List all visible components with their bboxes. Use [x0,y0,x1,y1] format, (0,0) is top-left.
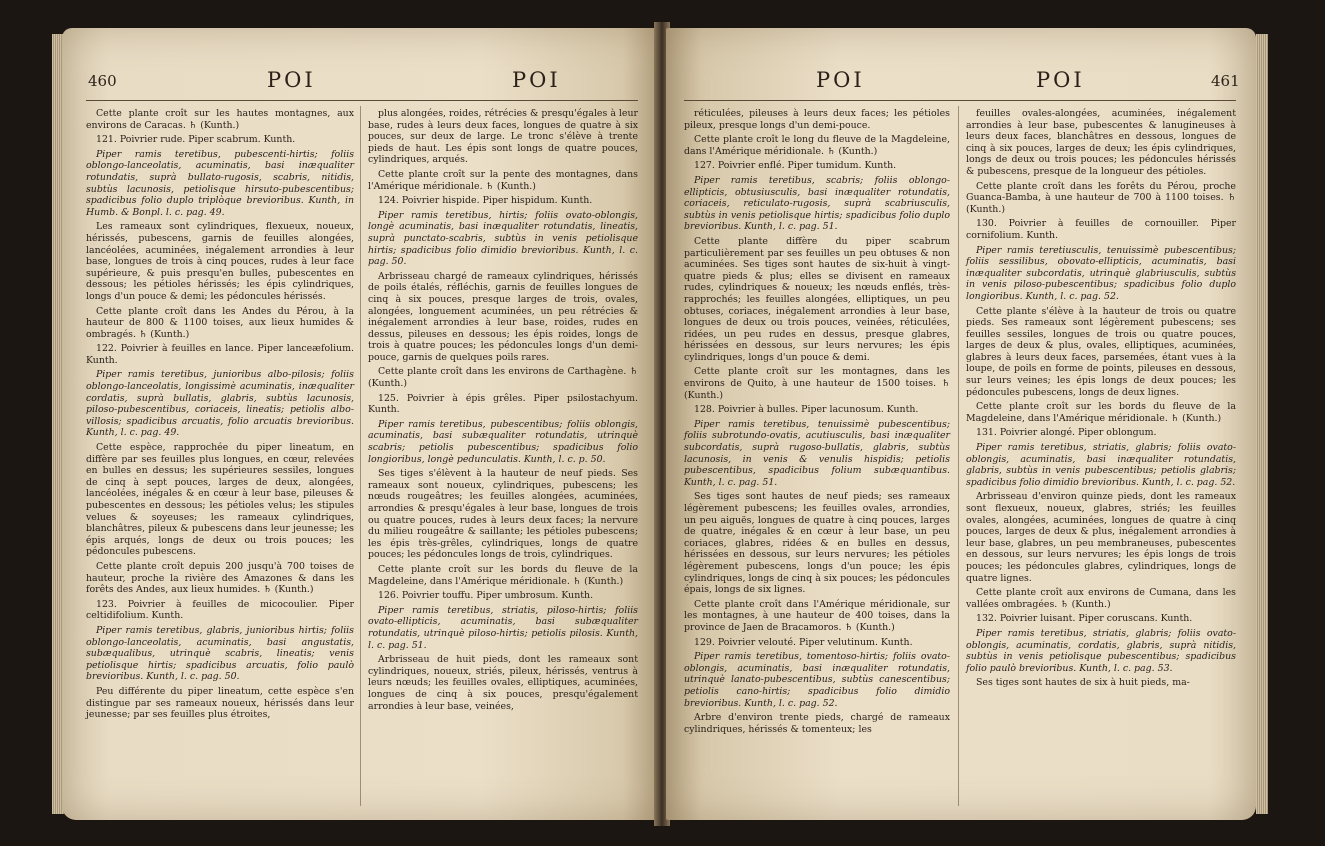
paragraph: Arbre d'environ trente pieds, chargé de rameaux cylindriques, hérissés & tomenteux; les [684,712,950,735]
paragraph: Cette plante croît sur les bords du fleuve de la Magdeleine, dans l'Amérique méridionale. ♄ (Kunth.) [368,563,638,587]
paragraph: Cette espèce, rapprochée du piper lineatum, en diffère par ses feuilles plus longues, en cœur, relevées en bulles en dessus; les supérieures sessiles, longues de cinq à sept pouces, larges de deux, alongées, lancéolées, inégales & en cœur à leur base, pileuses & pubescentes en dessous; les pétioles velus; les stipules velues & soyeuses; les rameaux cylindriques, blanchâtres, pileux & pubescens dans leur jeunesse; les épis arqués, longs de deux ou trois pouces; les pédoncules pubescens. [86,442,354,558]
latin-diagnosis: Piper ramis teretibus, tomentoso-hirtis; foliis ovato-oblongis, acuminatis, basi inæqualiter rotundatis, utrinquè lanato-pubescentibus, subtùs canescentibus; petiolis cano-hirtis; spadicibus folio dimidio brevioribus. Kunth, l. c. pag. 52. [684,651,950,709]
running-header-left: POI [267,68,316,92]
paragraph: Cette plante croît depuis 200 jusqu'à 700 toises de hauteur, proche la rivière des Amazones & dans les forêts des Andes, aux lieux humides. ♄ (Kunth.) [86,560,354,596]
running-header-right: POI [1036,68,1085,92]
entry-heading: 125. Poivrier à épis grêles. Piper psilostachyum. Kunth. [368,392,638,416]
column-separator [360,106,361,806]
paragraph: feuilles ovales-alongées, acuminées, inégalement arrondies à leur base, pubescentes & lanugineuses à leurs deux faces, blanchâtres en dessous, longues de cinq à six pouces, larges de deux; les épis cylindriques, longs de deux ou trois pouces; les pédoncules hérissés & pubescens, presque de la longueur des pétioles. [966,108,1236,177]
paragraph: Ses tiges sont hautes de neuf pieds; ses rameaux légèrement pubescens; les feuilles ovales, arrondies, un peu aiguës, longues de quatre à cinq pouces, larges de quatre, inégales & en cœur à leur base, un peu coriaces, glabres, ridées & en bulles en dessus, hérissées en dessous, sur leurs nervures; les pétioles légèrement pubescens, longs d'un pouce; les épis cylindriques, longs de cinq à six pouces; les pédoncules épais, longs de six lignes. [684,491,950,596]
text-column-1 [86,108,354,724]
entry-heading: 131. Poivrier alongé. Piper oblongum. [976,427,1157,439]
paragraph: Cette plante croît sur les hautes montagnes, aux environs de Caracas. ♄ (Kunth.) [86,108,354,131]
paragraph: réticulées, pileuses à leurs deux faces; les pétioles pileux, presque longs d'un demi-pouce. [684,108,950,131]
paragraph: Cette plante croît dans les Andes du Pérou, à la hauteur de 800 & 1100 toises, aux lieux humides & ombragés. ♄ (Kunth.) [86,305,354,340]
paragraph: Arbrisseau de huit pieds, dont les rameaux sont cylindriques, noueux, striés, pileux, hérissés, ventrus à leurs nœuds; les feuilles ovales, elliptiques, acuminées, longues de cinq à six pouces, presqu'également arrondies à leur base, veinées, [368,654,638,712]
paragraph: Peu différente du piper lineatum, cette espèce s'en distingue par ses rameaux noueux, hérissés dans leur jeunesse; par ses feuilles plus étroites, [86,685,354,721]
entry-heading: 124. Poivrier hispide. Piper hispidum. Kunth. [378,195,593,207]
latin-diagnosis: Piper ramis teretiusculis, tenuissimè pubescentibus; foliis sessilibus, obovato-ellipticis, acuminatis, basi inæqualiter subcordatis, utrinquè glabriusculis, subtùs in venis piloso-pubescentibus; spadicibus folio duplo longioribus. Kunth, l. c. pag. 52. [966,244,1236,302]
latin-diagnosis: Piper ramis teretibus, striatis, glabris; foliis ovato-oblongis, acuminatis, basi inæqualiter rotundatis, glabris, subtùs in venis pubescentibus; petiolis glabris; spadicibus folio dimidio brevioribus. Kunth, l. c. pag. 52. [966,442,1236,488]
entry-heading: 121. Poivrier rude. Piper scabrum. Kunth. [96,134,296,146]
entry-heading: 130. Poivrier à feuilles de cornouiller. Piper cornifolium. Kunth. [966,218,1236,241]
paragraph: Ses tiges s'élèvent à la hauteur de neuf pieds. Ses rameaux sont noueux, cylindriques, pubescens; les nœuds rougeâtres; les feuilles alongées, acuminées, arrondies & presqu'égales à leur base, longues de trois ou quatre pouces, rudes à leurs deux faces; la nervure du milieu rougeâtre & saillante; les pétioles pubescens; les épis très-grêles, cylindriques, longs de quatre pouces; les pédoncules longs de trois, cylindriques. [368,468,638,561]
entry-heading: 122. Poivrier à feuilles en lance. Piper lanceæfolium. Kunth. [86,343,354,366]
latin-diagnosis: Piper ramis teretibus, pubescentibus; foliis oblongis, acuminatis, basi subæqualiter rotundatis, utrinquè scabris; petiolis pubescentibus; spadicibus folio longioribus, longè pedunculatis. Kunth, l. c. p. 50. [368,418,638,465]
latin-diagnosis: Piper ramis teretibus, pubescenti-hirtis; foliis oblongo-lanceolatis, acuminatis, basi inæqualiter rotundatis, suprà bullato-rugosis, scabris, nitidis, subtùs lacunosis, petiolisque hirsuto-pubescentibus; spadicibus folio duplo triplòque brevioribus. Kunth, in Humb. & Bonpl. l. c. pag. 49. [86,148,354,218]
left-page [62,28,659,820]
right-page [666,28,1256,820]
header-rule [86,100,638,101]
entry-heading: 127. Poivrier enflé. Piper tumidum. Kunth. [694,160,897,172]
paragraph: Ses tiges sont hautes de six à huit pieds, ma- [976,677,1190,689]
paragraph: Cette plante croît sur la pente des montagnes, dans l'Amérique méridionale. ♄ (Kunth.) [368,168,638,192]
running-header-right: POI [512,68,561,92]
right-page-edges [1256,34,1268,814]
paragraph: Les rameaux sont cylindriques, flexueux, noueux, hérissés, pubescens, garnis de feuilles alongées, lancéolées, acuminées, inégalement arrondies à leur base, longues de trois à cinq pouces, rudes à leur face supérieure, & puis presqu'en bulles, pubescentes en dessous; les pétioles hérissés; les épis cylindriques, longs d'un pouce & demi; les pédoncules hérissés. [86,221,354,302]
paragraph: Cette plante croît dans les environs de Carthagène. ♄ (Kunth.) [368,366,638,390]
paragraph: Cette plante croît le long du fleuve de la Magdeleine, dans l'Amérique méridionale. ♄ (Kunth.) [684,134,950,157]
running-header-left: POI [816,68,865,92]
paragraph: Cette plante croît sur les bords du fleuve de la Magdeleine, dans l'Amérique méridionale. ♄ (Kunth.) [966,401,1236,424]
entry-heading: 126. Poivrier touffu. Piper umbrosum. Kunth. [378,590,594,602]
paragraph: Cette plante croît aux environs de Cumana, dans les vallées ombragées. ♄ (Kunth.) [966,587,1236,610]
entry-heading: 129. Poivrier velouté. Piper velutinum. Kunth. [694,636,913,648]
paragraph: Cette plante diffère du piper scabrum particulièrement par ses feuilles un peu obtuses & non acuminées. Ses tiges sont hautes de six-huit à vingt-quatre pieds & plus; elles se divisent en rameaux rudes, cylindriques & noueux; les nœuds enflés, très-rapprochés; les feuilles alongées, elliptiques, un peu obtuses, coriaces, inégalement arrondies à leur base, longues de deux ou trois pouces, veinées, réticulées, ridées, un peu rudes en dessus, presque glabres, hérissées en dessous, sur leurs nervures; les épis cylindriques, longs d'un pouce & demi. [684,235,950,363]
paragraph: Cette plante croît sur les montagnes, dans les environs de Quito, à une hauteur de 1500 toises. ♄ (Kunth.) [684,366,950,401]
latin-diagnosis: Piper ramis teretibus, hirtis; foliis ovato-oblongis, longè acuminatis, basi inæqualiter rotundatis, lineatis, suprà punctato-scabris, subtùs in venis petiolisque hirtis; spadicibus folio dimidio brevioribus. Kunth, l. c. pag. 50. [368,209,638,268]
page-number: 460 [88,72,117,90]
page-number: 461 [1211,72,1240,90]
column-separator [958,106,959,806]
header-rule [684,100,1236,101]
text-column-2 [368,108,638,715]
entry-heading: 123. Poivrier à feuilles de micocoulier. Piper celtidifolium. Kunth. [86,598,354,622]
latin-diagnosis: Piper ramis teretibus, junioribus albo-pilosis; foliis oblongo-lanceolatis, longissimè acuminatis, inæqualiter cordatis, suprà bullatis, glabris, subtùs lacunosis, piloso-pubescentibus, coriaceis, lineatis; petiolis albo-villosis; spadicibus arcuatis, folio arcuatis brevioribus. Kunth, l. c. pag. 49. [86,369,354,439]
paragraph: Cette plante croît dans l'Amérique méridionale, sur les montagnes, à une hauteur de 400 toises, dans la province de Jaen de Bracamoros. ♄ (Kunth.) [684,598,950,633]
latin-diagnosis: Piper ramis teretibus, striatis, glabris; foliis ovato-oblongis, acuminatis, cordatis, glabris, suprà nitidis, subtùs in venis petiolisque pubescentibus; spadicibus folio paulò brevioribus. Kunth, l. c. pag. 53. [966,627,1236,674]
paragraph: Arbrisseau d'environ quinze pieds, dont les rameaux sont flexueux, noueux, glabres, striés; les feuilles ovales, alongées, acuminées, longues de quatre à cinq pouces, larges de deux & plus, inégalement arrondies à leur base, glabres, un peu membraneuses, pubescentes en dessous, sur leurs nervures; les épis longs de trois pouces; les pédoncules glabres, cylindriques, longs de quatre lignes. [966,491,1236,584]
paragraph: Arbrisseau chargé de rameaux cylindriques, hérissés de poils étalés, réfléchis, garnis de feuilles longues de cinq à six pouces, presque larges de trois, ovales, alongées, longuement acuminées, un peu rétrécies & inégalement arrondies à leur base, roides, rudes en dessus, pileuses en dessous; les épis roides, longs de trois à quatre pouces; les pédoncules longs d'un demi-pouce, garnis de quelques poils rares. [368,270,638,363]
text-column-1 [684,108,950,738]
entry-heading: 132. Poivrier luisant. Piper coruscans. Kunth. [976,613,1193,625]
latin-diagnosis: Piper ramis teretibus, striatis, piloso-hirtis; foliis ovato-ellipticis, acuminatis, basi subæqualiter rotundatis, utrinquè piloso-hirtis; petiolis pilosis. Kunth, l. c. pag. 51. [368,604,638,651]
latin-diagnosis: Piper ramis teretibus, tenuissimè pubescentibus; foliis subrotundo-ovatis, acutiusculis, basi inæqualiter subcordatis, suprà rugoso-bullatis, glabris, subtùs lacunosis, in venis & venulis hispidis; petiolis pubescentibus, spadicibus folium subæquantibus. Kunth, l. c. pag. 51. [684,418,950,488]
text-column-2 [966,108,1236,692]
paragraph: plus alongées, roides, rétrécies & presqu'égales à leur base, rudes à leurs deux faces, longues de quatre à six pouces, sur deux de large. Le tronc s'élève à trente pieds de haut. Les épis sont longs de quatre pouces, cylindriques, arqués. [368,108,638,166]
paragraph: Cette plante s'élève à la hauteur de trois ou quatre pieds. Ses rameaux sont légèrement pubescens; ses feuilles sessiles, longues de trois ou quatre pouces, larges de deux & plus, ovales, elliptiques, acuminées, glabres à leurs deux faces, parsemées, étant vues à la loupe, de poils en forme de points, pileuses en dessous, sur leurs veines; les épis longs de deux pouces; les pédoncules pubescens, longs de deux lignes. [966,305,1236,398]
paragraph: Cette plante croît dans les forêts du Pérou, proche Guanca-Bamba, à une hauteur de 700 à 1100 toises. ♄ (Kunth.) [966,180,1236,215]
latin-diagnosis: Piper ramis teretibus, scabris; foliis oblongo-ellipticis, obtusiusculis, basi inæqualiter rotundatis, coriaceis, reticulato-rugosis, suprà scabriusculis, subtùs in venis petiolisque hirtis; spadicibus folio duplo brevioribus. Kunth, l. c. pag. 51. [684,174,950,233]
latin-diagnosis: Piper ramis teretibus, glabris, junioribus hirtis; foliis oblongo-lanceolatis, acuminatis, basi angustatis, subæqualibus, utrinquè scabris, lineatis; venis petiolisque hirtis; spadicibus arcuatis, folio paulò brevioribus. Kunth, l. c. pag. 50. [86,624,354,683]
entry-heading: 128. Poivrier à bulles. Piper lacunosum. Kunth. [694,404,919,416]
